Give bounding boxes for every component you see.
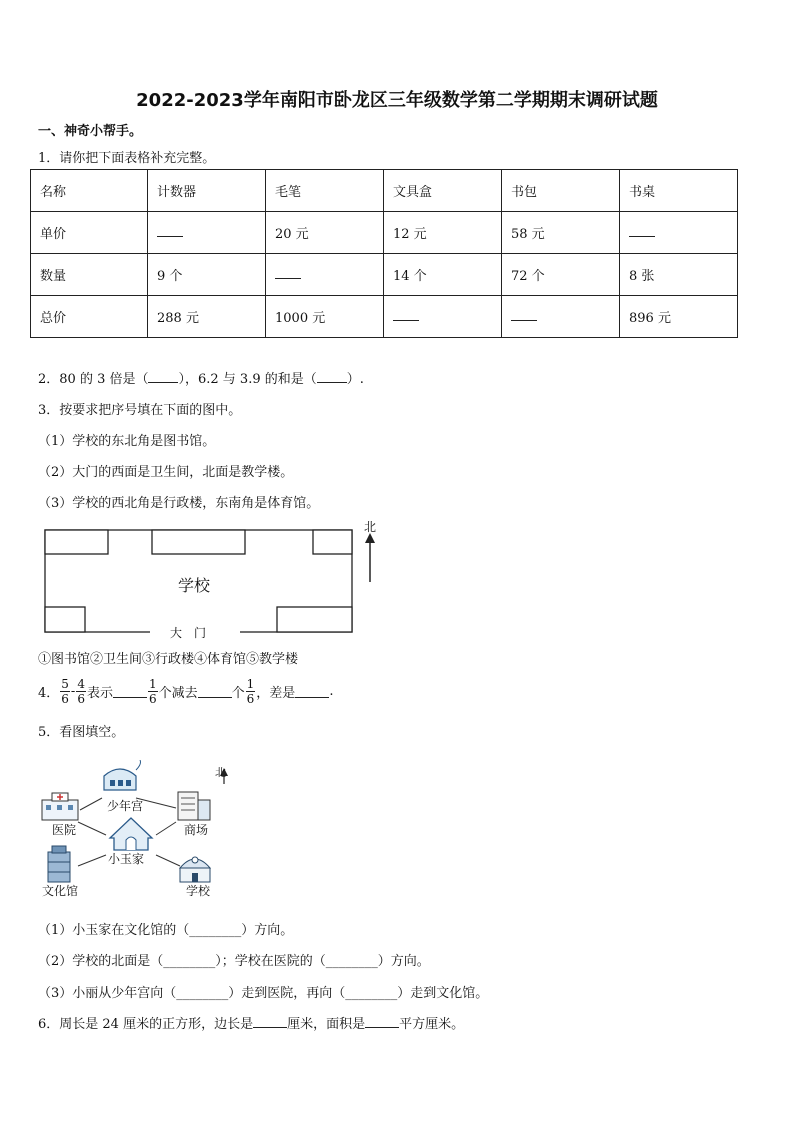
fraction — [246, 677, 256, 706]
table-cell: 9 个 — [148, 254, 266, 296]
question-3-stem: 3．按要求把序号填在下面的图中。 — [38, 403, 242, 418]
table-cell: 单价 — [31, 212, 148, 254]
answer-blank[interactable] — [157, 224, 183, 237]
answer-blank[interactable] — [317, 370, 347, 383]
table-cell: 数量 — [31, 254, 148, 296]
table-header-cell: 书桌 — [620, 170, 738, 212]
question-5-item: （2）学校的北面是（________）；学校在医院的（________）方向。 — [38, 954, 430, 969]
mall-icon — [178, 792, 210, 820]
table-header-cell: 文具盒 — [384, 170, 502, 212]
answer-blank[interactable] — [148, 370, 178, 383]
table-cell: 72 个 — [502, 254, 620, 296]
price-table — [30, 169, 738, 338]
question-4-text: 表示 — [86, 686, 113, 701]
fraction-numerator: 1 — [148, 677, 157, 691]
question-5-item: （1）小玉家在文化馆的（________）方向。 — [38, 923, 294, 938]
fraction — [148, 677, 158, 706]
question-1-stem: 1．请你把下面表格补充完整。 — [38, 151, 216, 166]
table-cell: 8 张 — [620, 254, 738, 296]
question-4-text: 个 — [231, 686, 245, 701]
question-4-number: 4． — [38, 686, 60, 701]
place-label-culture-hall: 文化馆 — [42, 884, 79, 898]
fraction — [76, 677, 86, 706]
table-cell-blank[interactable] — [620, 212, 738, 254]
question-2 — [38, 368, 364, 387]
section-heading: 一、神奇小帮手。 — [38, 124, 143, 139]
southeast-box[interactable] — [277, 607, 352, 632]
table-cell: 1000 元 — [266, 296, 384, 338]
question-4-text: 个减去 — [158, 686, 198, 701]
place-label-hospital: 医院 — [52, 823, 77, 837]
map-north-label: 北 — [215, 766, 226, 779]
table-cell: 896 元 — [620, 296, 738, 338]
table-header-cell: 毛笔 — [266, 170, 384, 212]
question-4 — [38, 677, 333, 706]
answer-blank[interactable] — [275, 266, 301, 279]
question-6-part: 6．周长是 24 厘米的正方形，边长是 — [38, 1017, 254, 1032]
fraction-numerator: 4 — [77, 677, 85, 691]
page-title: 2022-2023学年南阳市卧龙区三年级数学第二学期期末调研试题 — [136, 90, 658, 111]
table-cell-blank[interactable] — [384, 296, 502, 338]
table-cell: 288 元 — [148, 296, 266, 338]
answer-blank[interactable] — [198, 685, 232, 698]
table-header-cell: 计数器 — [148, 170, 266, 212]
question-3-item: （2）大门的西面是卫生间，北面是教学楼。 — [38, 465, 294, 480]
table-header-row — [31, 170, 738, 212]
question-6-part: 厘米，面积是 — [287, 1017, 366, 1032]
fraction-numerator: 1 — [246, 677, 255, 691]
fraction-denominator: 6 — [77, 692, 85, 706]
school-icon — [180, 857, 210, 882]
place-label-home: 小玉家 — [108, 852, 145, 866]
answer-blank[interactable] — [365, 1015, 399, 1028]
question-6 — [38, 1013, 464, 1032]
northwest-box[interactable] — [45, 530, 108, 554]
northeast-box[interactable] — [313, 530, 352, 554]
answer-blank[interactable] — [629, 224, 655, 237]
culture-hall-icon — [48, 846, 70, 882]
table-cell: 12 元 — [384, 212, 502, 254]
place-label-school: 学校 — [186, 884, 211, 898]
southwest-box[interactable] — [45, 607, 85, 632]
fraction-denominator: 6 — [61, 692, 69, 706]
fraction-denominator: 6 — [246, 692, 255, 706]
table-header-cell: 名称 — [31, 170, 148, 212]
table-cell-blank[interactable] — [502, 296, 620, 338]
question-5-stem: 5．看图填空。 — [38, 725, 125, 740]
question-2-part: ）. — [346, 372, 364, 387]
table-cell-blank[interactable] — [266, 254, 384, 296]
building-legend: ①图书馆②卫生间③行政楼④体育馆⑤教学楼 — [38, 652, 299, 667]
question-3-item: （1）学校的东北角是图书馆。 — [38, 434, 216, 449]
north-box[interactable] — [152, 530, 245, 554]
youth-palace-icon — [104, 760, 141, 790]
table-cell: 20 元 — [266, 212, 384, 254]
table-cell: 总价 — [31, 296, 148, 338]
table-row — [31, 296, 738, 338]
place-label-youth-palace: 少年宫 — [107, 799, 144, 813]
fraction — [60, 677, 70, 706]
question-2-part: ），6.2 与 3.9 的和是（ — [178, 372, 317, 387]
answer-blank[interactable] — [113, 685, 147, 698]
place-label-mall: 商场 — [184, 823, 209, 837]
gate-label: 大 门 — [170, 626, 207, 640]
answer-blank[interactable] — [295, 685, 329, 698]
fraction-denominator: 6 — [148, 692, 157, 706]
minus-sign: - — [70, 684, 76, 699]
school-map — [40, 518, 385, 643]
table-cell-blank[interactable] — [148, 212, 266, 254]
question-4-text: ，差是 — [256, 686, 296, 701]
question-2-part: 2．80 的 3 倍是（ — [38, 372, 149, 387]
question-4-text: . — [329, 684, 334, 699]
school-label: 学校 — [178, 576, 211, 595]
question-6-part: 平方厘米。 — [399, 1017, 465, 1032]
question-5-item: （3）小丽从少年宫向（________）走到医院，再向（________）走到文化馆。 — [38, 986, 489, 1001]
table-row — [31, 212, 738, 254]
home-icon — [110, 818, 152, 850]
answer-blank[interactable] — [393, 308, 419, 321]
fraction-numerator: 5 — [61, 677, 69, 691]
question-3-item: （3）学校的西北角是行政楼，东南角是体育馆。 — [38, 496, 320, 511]
north-label: 北 — [364, 520, 377, 534]
table-row — [31, 254, 738, 296]
answer-blank[interactable] — [253, 1015, 287, 1028]
hospital-icon — [42, 793, 78, 820]
table-header-cell: 书包 — [502, 170, 620, 212]
table-cell: 14 个 — [384, 254, 502, 296]
table-cell: 58 元 — [502, 212, 620, 254]
answer-blank[interactable] — [511, 308, 537, 321]
